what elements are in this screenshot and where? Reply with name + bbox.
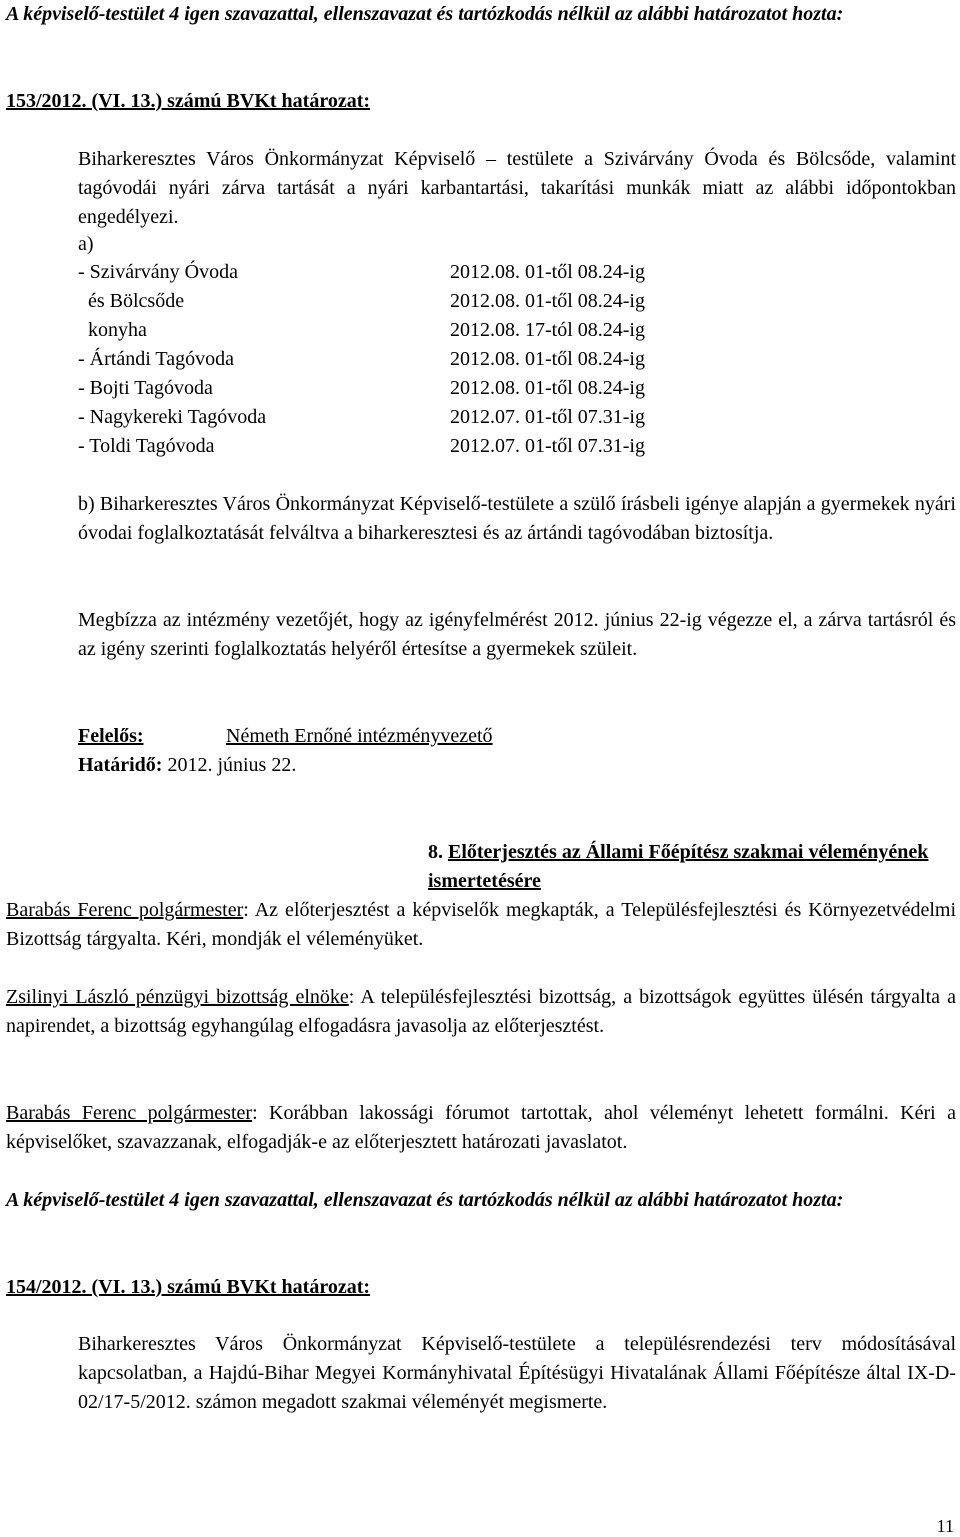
schedule-institution: - Szivárvány Óvoda [78, 261, 238, 283]
section-title: Előterjesztés az Állami Főépítész szakmai véleményének ismertetésére [428, 841, 929, 892]
responsible-value: Németh Ernőné intézményvezető [226, 725, 493, 747]
deadline-line [78, 751, 956, 780]
schedule-institution: - Ártándi Tagóvoda [78, 348, 234, 370]
vote-intro-2: A képviselő-testület 4 igen szavazattal, ellenszavazat és tartózkodás nélkül az alábbi határozatot hozta: [6, 1189, 844, 1211]
resolution-id-154: 154/2012. (VI. 13.) számú BVKt határozat: [6, 1276, 371, 1298]
label-a: a) [78, 233, 94, 255]
schedule-dates: 2012.08. 01-től 08.24-ig [450, 261, 645, 283]
schedule-dates: 2012.07. 01-től 07.31-ig [450, 406, 645, 428]
schedule-row [78, 374, 778, 403]
speaker-name: Barabás Ferenc polgármester [6, 1102, 253, 1124]
speaker-name: Zsilinyi László pénzügyi bizottság elnöke [6, 986, 349, 1008]
resolution-body-153: Biharkeresztes Város Önkormányzat Képviselő – testülete a Szivárvány Óvoda és Bölcsőde, valamint tagóvodái nyári zárva tartását a nyári karbantartási, takarítási munkák miatt az alábbi időpontokban engedélyezi. [78, 148, 956, 228]
speech-2 [6, 983, 956, 1041]
vote-intro-1: A képviselő-testület 4 igen szavazattal, ellenszavazat és tartózkodás nélkül az alábbi határozatot hozta: [6, 3, 844, 25]
schedule-institution: - Toldi Tagóvoda [78, 435, 215, 457]
responsible-label: Felelős: [78, 725, 144, 747]
speaker-name: Barabás Ferenc polgármester [6, 899, 244, 921]
schedule-dates: 2012.08. 01-től 08.24-ig [450, 377, 645, 399]
speech-text: : Az előterjesztést a képviselők megkapták, a Településfejlesztési és Környezetvédelmi Bizottság tárgyalta. Kéri, mondják el véleményüket. [6, 899, 957, 950]
closure-schedule [78, 258, 778, 461]
section-number: 8. [428, 841, 443, 863]
resolution-body-154: Biharkeresztes Város Önkormányzat Képviselő-testülete a településrendezési terv módosításával kapcsolatban, a Hajdú-Bihar Megyei Kormányhivatal Építésügyi Hivatalának Állami Főépítésze által IX-D-02/17-5/2012. számon megadott szakmai véleményét megismerte. [78, 1333, 956, 1413]
schedule-institution: és Bölcsőde [78, 290, 185, 312]
resolution-id-153: 153/2012. (VI. 13.) számú BVKt határozat: [6, 90, 371, 112]
schedule-institution: - Nagykereki Tagóvoda [78, 406, 267, 428]
schedule-institution: - Bojti Tagóvoda [78, 377, 213, 399]
paragraph-b: b) Biharkeresztes Város Önkormányzat Képviselő-testülete a szülő írásbeli igénye alapján a gyermekek nyári óvodai foglalkoztatását felváltva a biharkeresztesi és az ártándi tagóvodában biztosítja. [78, 493, 956, 544]
schedule-row [78, 432, 778, 461]
deadline-value: 2012. június 22. [167, 754, 297, 776]
schedule-row [78, 287, 778, 316]
schedule-row [78, 258, 778, 287]
schedule-dates: 2012.07. 01-től 07.31-ig [450, 435, 645, 457]
schedule-row [78, 316, 778, 345]
schedule-dates: 2012.08. 01-től 08.24-ig [450, 290, 645, 312]
schedule-dates: 2012.08. 17-tól 08.24-ig [450, 319, 645, 341]
section-heading [428, 838, 948, 896]
schedule-row [78, 345, 778, 374]
schedule-row [78, 403, 778, 432]
speech-text: : A településfejlesztési bizottság, a bizottságok együttes ülésén tárgyalta a napirendet, a bizottság egyhangúlag elfogadásra javasolja az előterjesztést. [6, 986, 956, 1037]
schedule-institution: konyha [78, 319, 147, 341]
speech-3 [6, 1099, 956, 1157]
deadline-label: Határidő: [78, 754, 163, 776]
page-number: 11 [936, 1516, 954, 1536]
speech-1 [6, 896, 956, 954]
mandate-paragraph: Megbízza az intézmény vezetőjét, hogy az igényfelmérést 2012. június 22-ig végezze el, a zárva tartásról és az igény szerinti foglalkoztatás helyéről értesítse a gyermekek szüleit. [78, 609, 956, 660]
speech-text: : Korábban lakossági fórumot tartottak, ahol véleményt lehetett formálni. Kéri a képviselőket, szavazzanak, elfogadják-e az előterjesztett határozati javaslatot. [6, 1102, 956, 1153]
schedule-dates: 2012.08. 01-től 08.24-ig [450, 348, 645, 370]
responsible-line [78, 722, 956, 751]
